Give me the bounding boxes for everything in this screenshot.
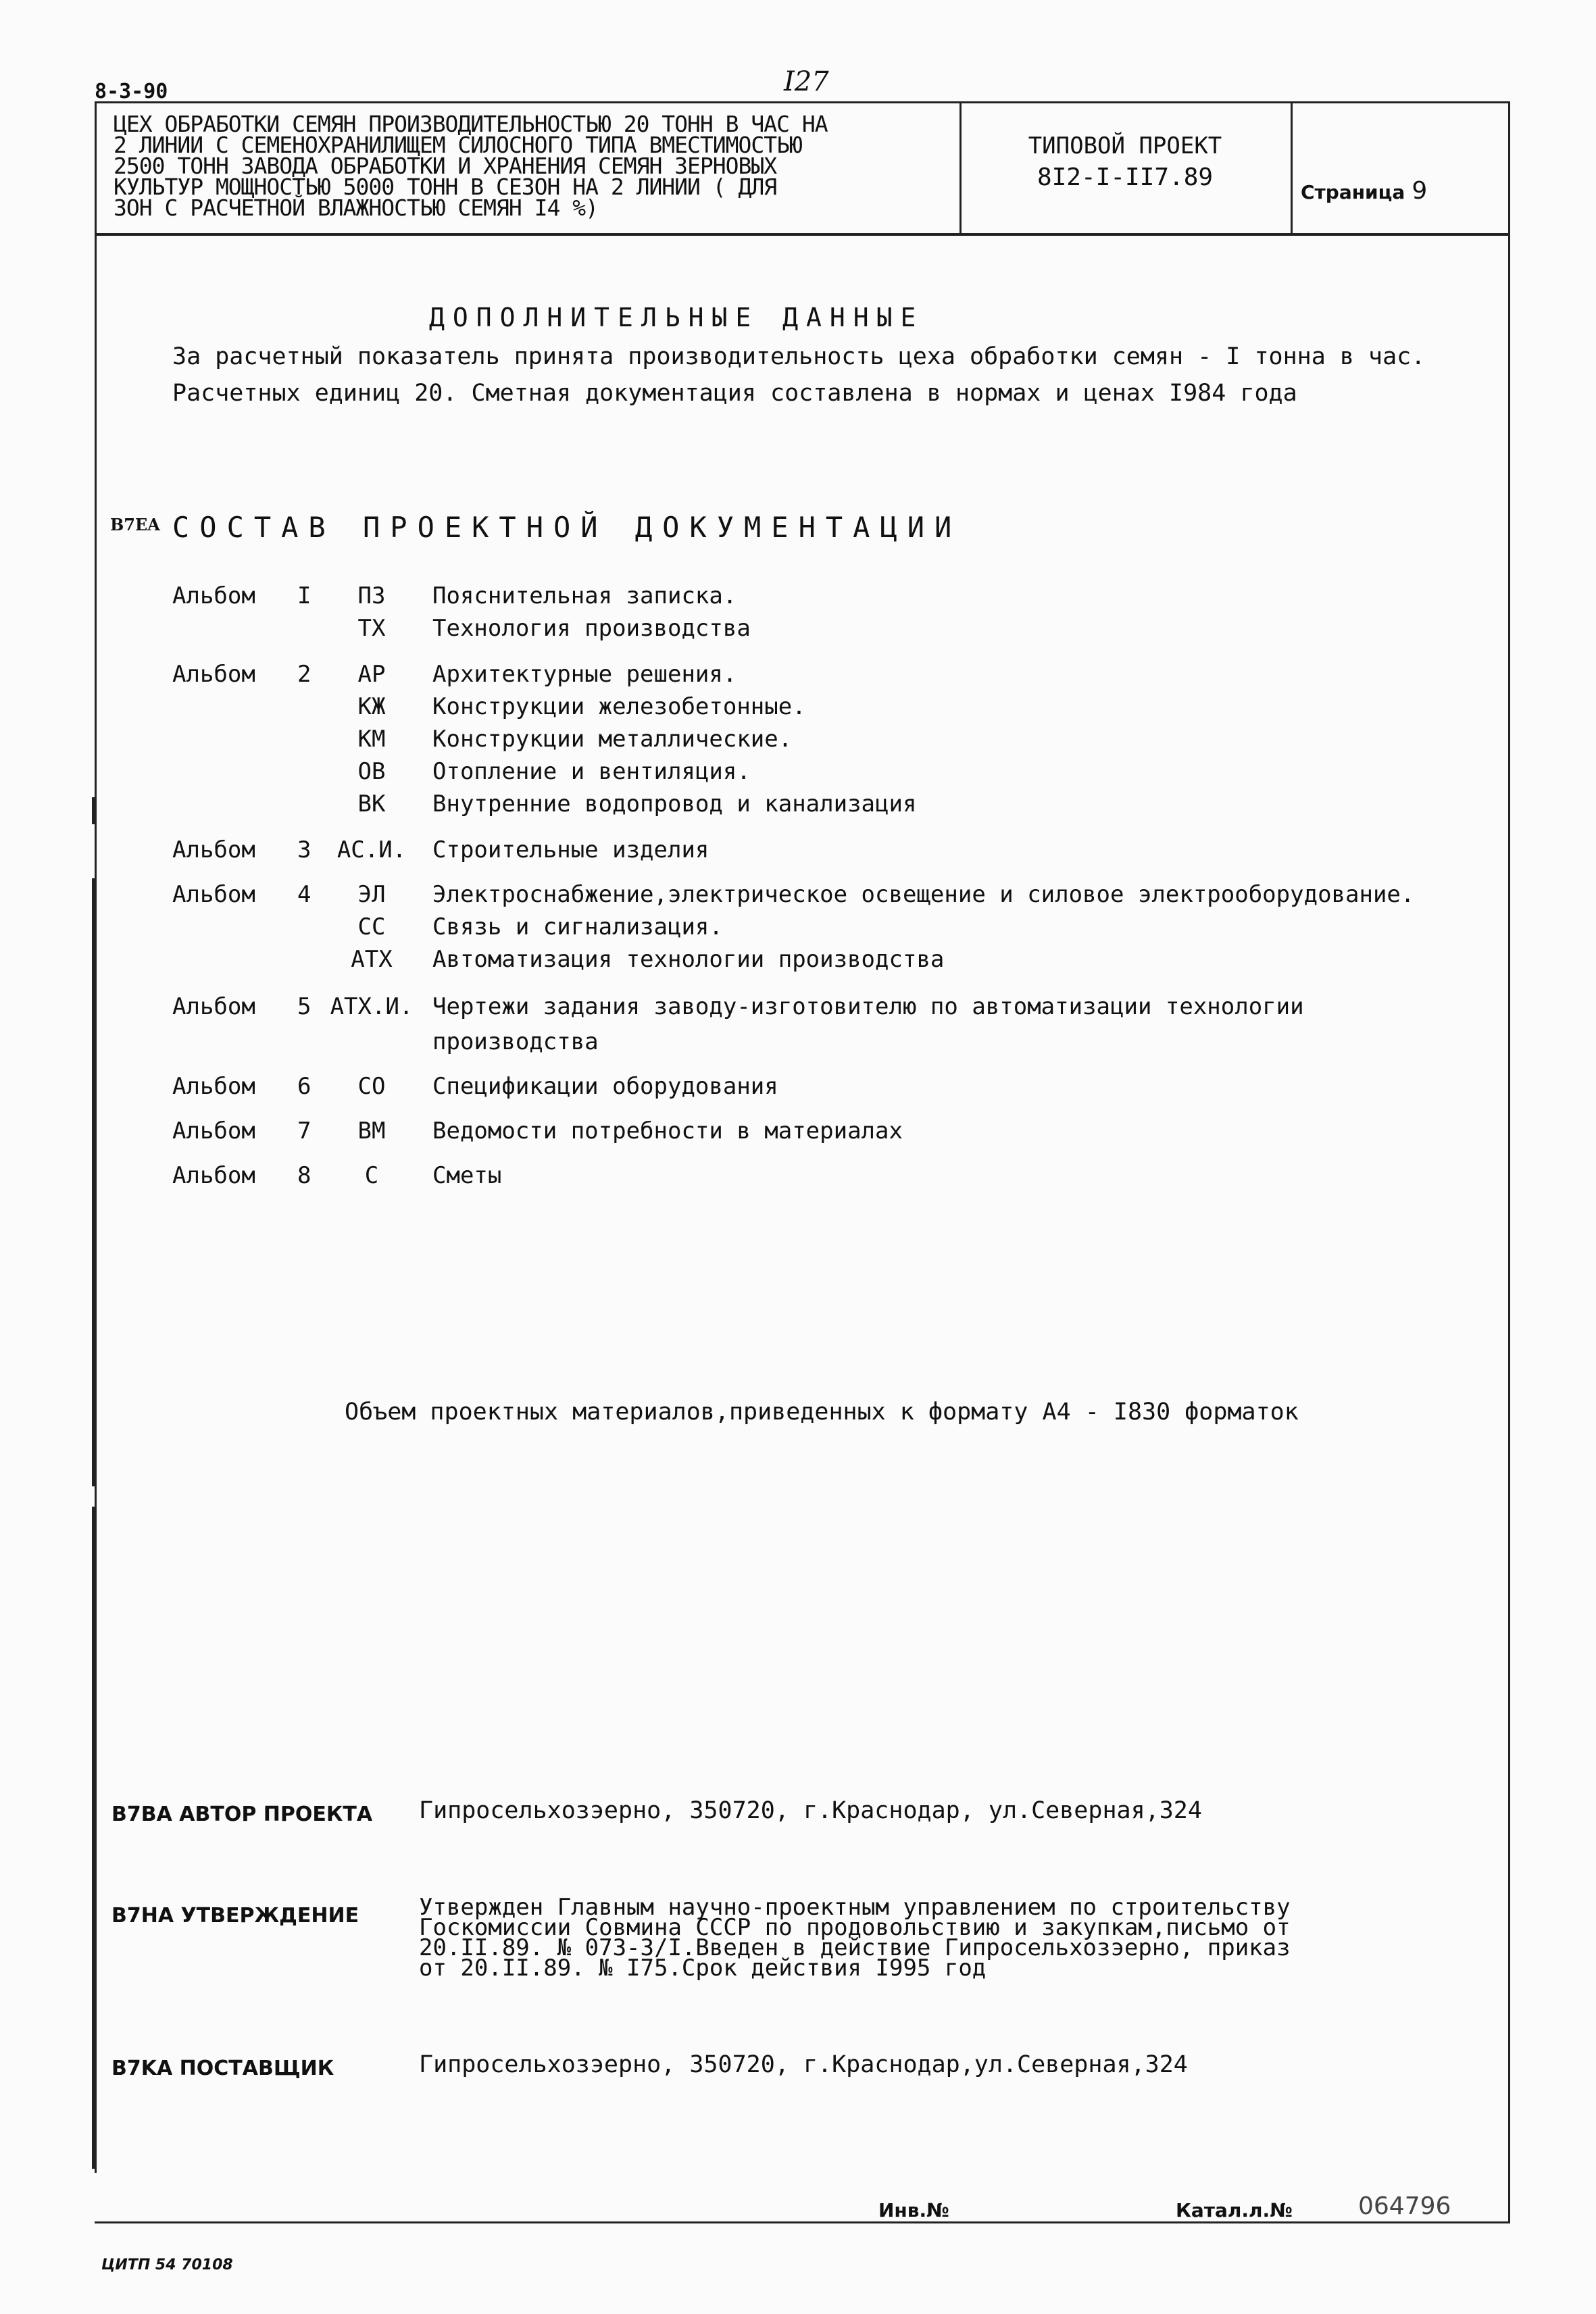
header-title-line: 2500 ТОНН ЗАВОДА ОБРАБОТКИ И ХРАНЕНИЯ СЕМЯН ЗЕРНОВЫХ [114,153,777,179]
album-code: АС.И. [336,836,407,863]
margin-mark [92,1507,95,2169]
header-divider [959,101,962,235]
album-line [0,615,1554,649]
album-label: Альбом [172,1073,255,1100]
album-label: Альбом [172,582,255,609]
album-number: 4 [297,881,311,908]
approval-line: Утвержден Главным научно-проектным управлением по строительству [419,1894,1291,1921]
album-description: Конструкции металлические. [432,726,793,753]
album-description: Строительные изделия [432,836,709,863]
album-number: 2 [297,661,311,688]
author-code: B7BA АВТОР ПРОЕКТА [111,1803,373,1826]
frame-right-border [1508,234,1510,2223]
header-title-line: 2 ЛИНИИ С СЕМЕНОХРАНИЛИЩЕМ СИЛОСНОГО ТИПА ВМЕСТИМОСТЬЮ [114,132,802,158]
frame-bottom-border [95,2221,1510,2223]
album-label: Альбом [172,993,255,1020]
album-code: КЖ [357,693,386,720]
section-code: B7EA [110,515,160,534]
album-line [0,1117,1554,1151]
header-title-line: ЦЕХ ОБРАБОТКИ СЕМЯН ПРОИЗВОДИТЕЛЬНОСТЬЮ 20 ТОНН В ЧАС НА [114,111,828,137]
album-number: 7 [297,1117,311,1145]
album-line [0,661,1554,695]
album-line [0,993,1554,1027]
header-divider [1291,101,1293,235]
album-code: СО [357,1073,386,1100]
album-code: ВК [357,790,386,818]
album-line [0,693,1554,727]
header-divider [95,234,1510,236]
paragraph-line: За расчетный показатель принята производительность цеха обработки семян - I тонна в час. [172,343,1426,370]
album-code: ПЗ [357,582,386,609]
album-label: Альбом [172,1162,255,1189]
album-code: СС [357,913,386,940]
album-description: Внутренние водопровод и канализация [432,790,917,818]
album-code: АТХ.И. [330,993,414,1020]
album-number: 3 [297,836,311,863]
approval-line: 20.II.89. № 073-3/I.Введен в действие Гипросельхозэерно, приказ [419,1934,1291,1961]
album-line [0,726,1554,759]
album-line [0,881,1554,915]
album-description: Ведомости потребности в материалах [432,1117,903,1145]
section-title-composition: СОСТАВ ПРОЕКТНОЙ ДОКУМЕНТАЦИИ [172,511,962,544]
album-label: Альбом [172,661,255,688]
header-title-line: КУЛЬТУР МОЩНОСТЬЮ 5000 ТОНН В СЕЗОН НА 2 ЛИНИИ ( ДЛЯ [114,174,777,200]
album-description: Архитектурные решения. [432,661,737,688]
album-label: Альбом [172,881,255,908]
approval-line: от 20.II.89. № I75.Срок действия I995 год [419,1955,987,1982]
album-code: КМ [357,726,386,753]
album-description: Пояснительная записка. [432,582,737,609]
album-description: Спецификации оборудования [432,1073,778,1100]
album-line [0,913,1554,947]
album-description: Чертежи задания заводу-изготовителю по автоматизации технологии [432,993,1304,1020]
album-code: С [364,1162,379,1189]
catalog-number: 064796 [1358,2192,1451,2220]
document-code: 8-3-90 [95,80,168,103]
catalog-label: Катал.л.№ [1176,2199,1293,2221]
page-number: I27 [784,66,829,97]
printer-mark: ЦИТП 54 70108 [101,2257,233,2273]
approval-line: Госкомиссии Совмина СССР по продовольствию и закупкам,письмо от [419,1914,1291,1941]
album-number: 8 [297,1162,311,1189]
header-title [114,111,951,221]
paragraph-line: Расчетных единиц 20. Сметная документация составлена в нормах и ценах I984 года [172,380,1297,407]
author-text: Гипросельхозэерно, 350720, г.Краснодар, ул.Северная,324 [419,1797,1202,1824]
project-type-label: ТИПОВОЙ ПРОЕКТ [1028,132,1222,159]
album-line [0,582,1554,616]
album-code: ЭЛ [357,881,386,908]
album-number: 6 [297,1073,311,1100]
album-line [0,1028,1554,1062]
album-line [0,1162,1554,1196]
inventory-label: Инв.№ [878,2199,949,2221]
album-code: ВМ [357,1117,386,1145]
volume-statement: Объем проектных материалов,приведенных к формату А4 - I830 форматок [345,1399,1299,1426]
album-description: Связь и сигнализация. [432,913,723,940]
album-description: Автоматизация технологии производства [432,946,945,973]
album-label: Альбом [172,836,255,863]
supplier-text: Гипросельхозэерно, 350720, г.Краснодар,ул.Северная,324 [419,2051,1188,2078]
album-label: Альбом [172,1117,255,1145]
sheet-label: Страница [1301,181,1405,203]
sheet-value: 9 [1412,177,1428,205]
album-line [0,1073,1554,1107]
album-line [0,946,1554,980]
album-line [0,836,1554,870]
approval-text [419,1894,1291,1982]
header-title-line: ЗОН С РАСЧЕТНОЙ ВЛАЖНОСТЬЮ СЕМЯН I4 %) [114,195,598,221]
project-code: 8I2-I-II7.89 [1037,164,1214,191]
album-line [0,758,1554,792]
album-line [0,790,1554,824]
album-code: ТХ [357,615,386,642]
album-code: АР [357,661,386,688]
album-number: I [297,582,311,609]
section-title-additional: ДОПОЛНИТЕЛЬНЫЕ ДАННЫЕ [429,303,924,332]
album-description: Конструкции железобетонные. [432,693,806,720]
album-description: Технология производства [432,615,751,642]
sheet-number [1301,177,1427,205]
album-description: производства [432,1028,599,1055]
album-code: ОВ [357,758,386,785]
approval-code: B7HA УТВЕРЖДЕНИЕ [111,1904,359,1928]
album-description: Отопление и вентиляция. [432,758,751,785]
album-number: 5 [297,993,311,1020]
album-description: Электроснабжение,электрическое освещение и силовое электрооборудование. [432,881,1415,908]
album-description: Сметы [432,1162,502,1189]
album-code: АТХ [351,946,393,973]
supplier-code: B7KA ПОСТАВЩИК [111,2057,334,2080]
